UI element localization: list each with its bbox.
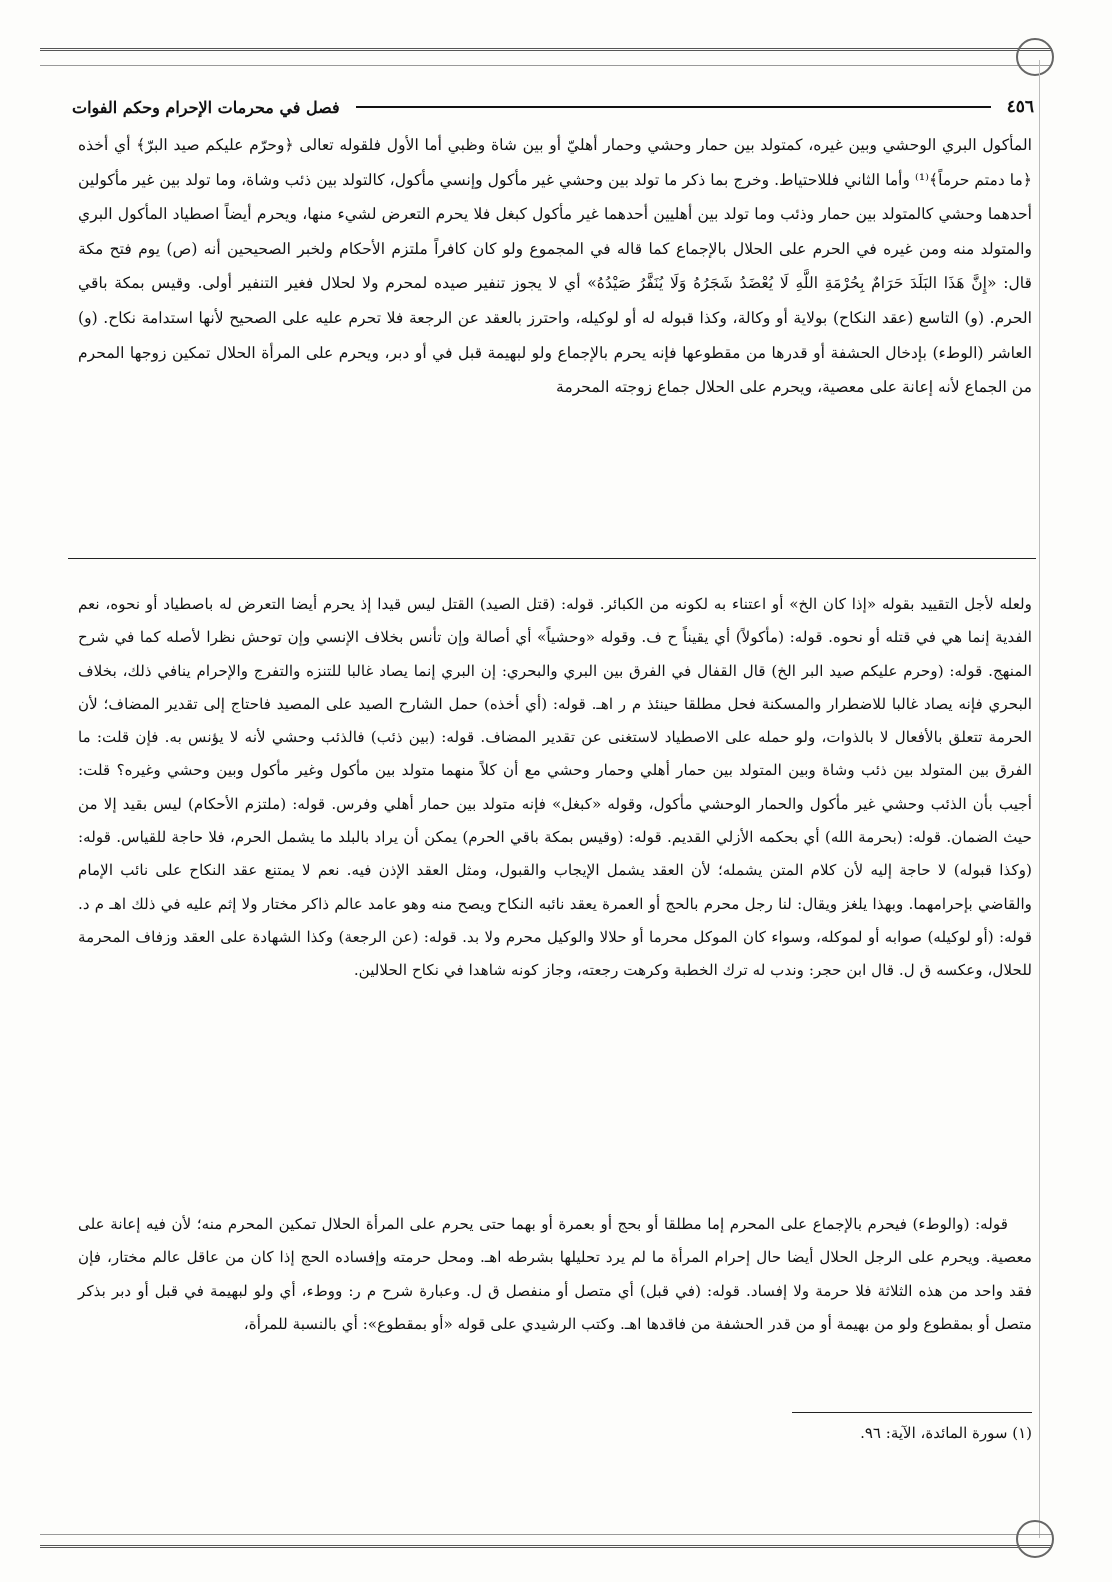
- ornamental-frame-bottom: [40, 1534, 1052, 1548]
- footnote: (١) سورة المائدة، الآية: ٩٦.: [860, 1424, 1032, 1442]
- running-header: [72, 92, 1034, 122]
- page-number: ٤٥٦: [1006, 97, 1034, 117]
- ornamental-frame-top: [40, 48, 1052, 66]
- separator-rule: [68, 558, 1036, 559]
- footnote-rule: [792, 1412, 1032, 1413]
- commentary-paragraph-2: قوله: (والوطء) فيحرم بالإجماع على المحرم إما مطلقا أو بحج أو بعمرة أو بهما حتى يحرم على المرأة الحلال تمكين المحرم منه؛ لأن فيه إعانة على معصية. ويحرم على الرجل الحلال أيضا حال إحرام المرأة ما لم يرد تحليلها بشرطه اهـ. ومحل حرمته وإفساده الحج إذا كان من عاقل عالم مختار، فإن فقد واحد من هذه الثلاثة فلا حرمة ولا إفساد. قوله: (في قبل) أي متصل أو منفصل ق ل. وعبارة شرح م ر: ووطء، أي ولو لبهيمة في قبل أو دبر بذكر متصل أو بمقطوع ولو من بهيمة أو من قدر الحشفة من فاقدها اهـ. وكتب الرشيدي على قوله «أو بمقطوع»: أي بالنسبة للمرأة،: [78, 1215, 1032, 1333]
- corner-scroll-ornament-bottom: [1016, 1520, 1054, 1558]
- ornamental-frame-right: [1039, 60, 1040, 1538]
- header-rule: [356, 106, 991, 108]
- commentary-paragraph-1: ولعله لأجل التقييد بقوله «إذا كان الخ» أو اعتناء به لكونه من الكبائر. قوله: (قتل الصيد) القتل ليس قيدا إذ يحرم أيضا التعرض له باصطياد أو نحوه، نعم الفدية إنما هي في قتله أو نحوه. قوله: (مأكولاً) أي يقيناً ح ف. وقوله «وحشياً» أي أصالة وإن تأنس بخلاف الإنسي وإن توحش نظرا لأصله كما في شرح المنهج. قوله: (وحرم عليكم صيد البر الخ) قال القفال في الفرق بين البري والبحري: إن البري إنما يصاد غالبا للتنزه والتفرج والإحرام ينافي ذلك، بخلاف البحري فإنه يصاد غالبا للاضطرار والمسكنة فحل مطلقا حينئذ م ر اهـ. قوله: (أي أخذه) حمل الشارح الصيد على المصيد فاحتاج إلى تقدير المضاف؛ لأن الحرمة تتعلق بالأفعال لا بالذوات، ولو حمله على الاصطياد لاستغنى عن تقدير المضاف. قوله: (بين ذئب) فالذئب وحشي لأنه لا يؤنس به. فإن قلت: ما الفرق بين المتولد بين ذئب وشاة وبين المتولد بين حمار أهلي وحمار وحشي مع أن كلاً منهما متولد بين مأكول وغير مأكول وبين وحشي وغيره؟ قلت: أجيب بأن الذئب وحشي غير مأكول والحمار الوحشي مأكول، وقوله «كبغل» فإنه متولد بين حمار أهلي وفرس. قوله: (ملتزم الأحكام) ليس بقيد إلا من حيث الضمان. قوله: (بحرمة الله) أي بحكمه الأزلي القديم. قوله: (وقيس بمكة باقي الحرم) يمكن أن يراد بالبلد ما يشمل الحرم، فلا حاجة للقياس. قوله: (وكذا قبوله) لا حاجة إليه لأن كلام المتن يشمله؛ لأن العقد يشمل الإيجاب والقبول، ومثل العقد الإذن فيه. نعم لا يمتنع عقد النكاح على نائب الإمام والقاضي بإحرامهما. وبهذا يلغز ويقال: لنا رجل محرم بالحج أو العمرة يعقد نائبه النكاح ويصح منه وهو عامد عالم ذاكر مختار ولا إثم عليه في ذلك اهـ م د. قوله: (أو لوكيله) صوابه أو لموكله، وسواء كان الموكل محرما أو حلالا والوكيل محرم ولا بد. قوله: (عن الرجعة) وكذا الشهادة على العقد وزفاف المحرمة للحلال، وعكسه ق ل. قال ابن حجر: وندب له ترك الخطبة وكرهت رجعته، وجاز كونه شاهدا في نكاح الحلالين.: [78, 595, 1032, 980]
- corner-scroll-ornament: [1016, 38, 1054, 76]
- main-text: المأكول البري الوحشي وبين غيره، كمتولد بين حمار وحشي وحمار أهليّ أو بين شاة وظبي أما الأول فلقوله تعالى ﴿وحرّم عليكم صيد البرّ﴾ أي أخذه ﴿ما دمتم حرماً﴾⁽¹⁾ وأما الثاني فللاحتياط. وخرج بما ذكر ما تولد بين وحشي غير مأكول وإنسي مأكول، كالتولد بين ذئب وشاة، وما تولد بين غير مأكولين أحدهما وحشي كالمتولد بين حمار وذئب وما تولد بين أهليين أحدهما غير مأكول كبغل فلا يحرم التعرض لشيء منها، ويحرم أيضاً اصطياد المأكول البري والمتولد منه ومن غيره في الحرم على الحلال بالإجماع كما قاله في المجموع ولو كان كافراً ملتزم الأحكام ولخبر الصحيحين أنه (ص) يوم فتح مكة قال: «إِنَّ هَذَا البَلَدَ حَرَامٌ بِحُرْمَةِ اللَّهِ لَا يُعْضَدُ شَجَرُهُ وَلَا يُنَفَّرُ صَيْدُهُ» أي لا يجوز تنفير صيده لمحرم ولا لحلال فغير التنفير أولى. وقيس بمكة باقي الحرم. (و) التاسع (عقد النكاح) بولاية أو وكالة، وكذا قبوله له أو لوكيله، واحترز بالعقد عن الرجعة فلا تحرم عليه على الصحيح لأنها استدامة نكاح. (و) العاشر (الوطء) بإدخال الحشفة أو قدرها من مقطوعها فإنه يحرم بالإجماع ولو لبهيمة قبل في أو دبر، ويحرم على المرأة الحلال تمكين زوجها المحرم من الجماع لأنه إعانة على معصية، ويحرم على الحلال جماع زوجته المحرمة: [78, 136, 1032, 397]
- running-title: فصل في محرمات الإحرام وحكم الفوات: [72, 97, 340, 117]
